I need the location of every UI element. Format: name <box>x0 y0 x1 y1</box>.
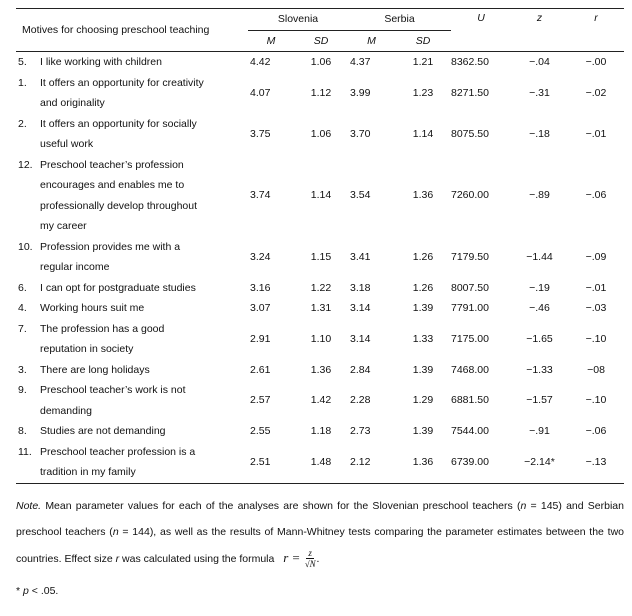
slovenia-m-header: M <box>266 34 276 47</box>
cell-z: −.46 <box>529 302 550 314</box>
cell-sd2: 1.26 <box>412 281 434 294</box>
header-row-1 <box>16 9 624 30</box>
cell-m2: 3.14 <box>350 332 371 345</box>
motive-rank: 12. <box>18 158 33 171</box>
cell-r: −.01 <box>585 281 607 294</box>
motive-line: reputation in society <box>40 343 134 355</box>
effect-size-formula <box>283 545 319 573</box>
cell-sd1: 1.42 <box>310 394 332 407</box>
cell-m1: 2.51 <box>248 442 294 484</box>
cell-sd2: 1.23 <box>412 86 434 99</box>
cell-u: 7791.00 <box>451 302 489 314</box>
cell-sd1: 1.48 <box>294 442 348 484</box>
cell-sd1: 1.15 <box>310 250 332 263</box>
table-row <box>16 442 624 484</box>
motive-text <box>40 155 248 237</box>
cell-m2: 3.99 <box>350 86 371 99</box>
cell-sd2: 1.26 <box>412 250 434 263</box>
serbia-group-header: Serbia <box>348 9 451 30</box>
cell-m1: 2.91 <box>250 332 271 345</box>
cell-sd1: 1.12 <box>310 86 332 99</box>
cell-m2: 2.84 <box>350 363 371 376</box>
cell-u: 8075.50 <box>451 127 489 140</box>
cell-r: −.09 <box>585 250 607 263</box>
table-row <box>16 380 624 421</box>
motive-line: Working hours suit me <box>40 302 145 314</box>
motive-line: encourages and enables me to <box>40 179 185 191</box>
cell-sd2: 1.39 <box>412 302 434 314</box>
cell-sd1: 1.22 <box>310 281 332 294</box>
cell-sd2: 1.39 <box>412 425 434 437</box>
cell-sd2: 1.33 <box>412 332 434 345</box>
cell-m1: 4.07 <box>250 86 271 99</box>
cell-z: −.04 <box>529 56 550 68</box>
note-text-2: was calculated using the formula <box>119 552 275 565</box>
motive-rank: 6. <box>18 281 27 294</box>
motive-rank: 8. <box>18 425 27 437</box>
cell-sd1: 1.14 <box>310 189 332 202</box>
cell-sd1: 1.10 <box>310 332 332 345</box>
cell-r: −.01 <box>585 127 607 140</box>
motive-rank: 1. <box>18 76 27 89</box>
cell-m2: 2.12 <box>348 442 395 484</box>
cell-u: 6881.50 <box>451 394 489 407</box>
cell-m2: 3.41 <box>350 250 371 263</box>
cell-r: −.06 <box>585 425 607 437</box>
motive-line: Profession provides me with a <box>40 240 181 253</box>
cell-u: 6739.00 <box>451 442 511 484</box>
cell-sd1: 1.06 <box>310 56 332 68</box>
cell-u: 7179.50 <box>451 250 489 263</box>
motive-line: professionally develop throughout <box>40 199 198 212</box>
table-row <box>16 73 624 114</box>
cell-r: −.13 <box>568 442 624 484</box>
motive-text <box>40 298 248 319</box>
cell-z: −.18 <box>529 127 550 140</box>
cell-m1: 4.42 <box>250 56 271 68</box>
cell-m2: 4.37 <box>350 56 371 68</box>
motive-line: Studies are not demanding <box>40 425 166 437</box>
sig-p-var: p <box>23 584 29 597</box>
motive-text <box>40 278 248 299</box>
motives-column-header: Motives for choosing preschool teaching <box>22 23 210 36</box>
motive-text <box>40 52 248 73</box>
motive-line: I like working with children <box>40 56 162 68</box>
cell-m2: 3.14 <box>350 302 371 314</box>
motive-line: Preschool teacher profession is a <box>40 445 196 458</box>
cell-z: −2.14* <box>511 442 568 484</box>
table-note <box>16 493 624 573</box>
motive-rank: 5. <box>18 56 27 68</box>
motive-text <box>40 319 248 360</box>
document <box>16 8 624 597</box>
motive-rank: 11. <box>18 445 32 458</box>
table-row <box>16 421 624 442</box>
motive-rank: 10. <box>18 240 33 253</box>
sig-star: * <box>16 584 24 597</box>
motive-text <box>40 237 248 278</box>
motive-cell <box>16 114 248 155</box>
motive-line: Preschool teacher’s work is not <box>40 384 186 396</box>
motive-line: I can opt for postgraduate studies <box>40 281 196 294</box>
formula-eq: = <box>292 549 300 565</box>
cell-m1: 2.55 <box>250 425 271 437</box>
cell-z: −.91 <box>529 425 550 437</box>
cell-u: 8271.50 <box>451 86 489 99</box>
r-column-header: r <box>594 12 598 24</box>
cell-sd2: 1.39 <box>412 363 434 376</box>
z-column-header: z <box>536 12 543 24</box>
cell-m1: 2.61 <box>250 363 271 376</box>
note-label: Note. <box>16 499 42 512</box>
motive-cell <box>16 278 248 299</box>
note-n1-val: = 145) and Serbian preschool teachers ( <box>16 499 624 538</box>
motive-line: Preschool teacher’s profession <box>40 158 184 171</box>
cell-sd1: 1.06 <box>310 127 332 140</box>
cell-m2: 3.54 <box>350 189 371 202</box>
significance-note <box>16 585 624 597</box>
slovenia-group-header: Slovenia <box>248 9 348 30</box>
motive-cell <box>16 442 248 484</box>
motive-rank: 4. <box>18 302 27 314</box>
cell-r: −.10 <box>585 332 607 345</box>
motive-cell <box>16 360 248 381</box>
motive-line: It offers an opportunity for socially <box>40 117 197 130</box>
cell-sd1: 1.36 <box>310 363 332 376</box>
motive-line: tradition in my family <box>40 466 136 478</box>
cell-z: −.89 <box>529 189 550 202</box>
formula-denominator: √N <box>304 559 316 570</box>
motive-line: The profession has a good <box>40 322 165 335</box>
motive-line: It offers an opportunity for creativity <box>40 76 204 89</box>
cell-z: −1.33 <box>526 363 553 376</box>
cell-r: −.00 <box>585 56 607 68</box>
cell-sd1: 1.18 <box>310 425 332 437</box>
note-text-1: Mean parameter values for each of the analyses are shown for the Slovenian preschool teachers ( <box>41 499 521 512</box>
motive-rank: 9. <box>18 384 27 396</box>
motive-line: and originality <box>40 97 105 109</box>
note-r-var: r <box>115 552 120 565</box>
motive-rank: 7. <box>18 322 27 335</box>
table-row <box>16 360 624 381</box>
motive-rank: 3. <box>18 363 27 376</box>
cell-u: 7468.00 <box>451 363 489 376</box>
formula-end: . <box>316 553 320 565</box>
motive-text <box>40 360 248 381</box>
table-row <box>16 237 624 278</box>
cell-m2: 3.18 <box>350 281 371 294</box>
cell-m1: 3.75 <box>250 127 271 140</box>
motive-cell <box>16 155 248 237</box>
cell-m2: 3.70 <box>350 127 371 140</box>
slovenia-sd-header: SD <box>313 34 329 47</box>
cell-r: −08 <box>587 363 605 376</box>
cell-z: −.19 <box>529 281 550 294</box>
table-row <box>16 278 624 299</box>
cell-z: −1.57 <box>526 394 553 407</box>
formula-lhs: r <box>283 549 289 565</box>
cell-r: −.03 <box>585 302 607 314</box>
cell-sd2: 1.21 <box>412 56 434 68</box>
motive-line: useful work <box>40 138 94 150</box>
cell-m1: 3.74 <box>250 189 271 202</box>
motive-cell <box>16 380 248 421</box>
motive-text <box>40 114 248 155</box>
cell-u: 7544.00 <box>451 425 489 437</box>
note-n2-var: n <box>112 525 119 538</box>
cell-m2: 2.28 <box>350 394 371 407</box>
cell-z: −.31 <box>529 86 550 99</box>
motives-table <box>16 8 624 484</box>
cell-sd2: 1.14 <box>412 127 434 140</box>
cell-u: 8007.50 <box>451 281 489 294</box>
cell-sd2: 1.36 <box>395 442 451 484</box>
motive-text <box>40 421 248 442</box>
motive-text <box>40 73 248 114</box>
table-row <box>16 298 624 319</box>
cell-r: −.06 <box>585 189 607 202</box>
cell-m2: 2.73 <box>350 425 371 437</box>
sig-rest: < .05. <box>28 584 59 597</box>
table-row <box>16 319 624 360</box>
motive-line: There are long holidays <box>40 363 150 376</box>
cell-u: 7175.00 <box>451 332 489 345</box>
formula-fraction <box>304 549 317 569</box>
motive-cell <box>16 421 248 442</box>
cell-sd2: 1.29 <box>412 394 434 407</box>
motive-line: regular income <box>40 261 110 273</box>
motive-line: demanding <box>40 404 92 417</box>
note-n2-val: = 144), as well as the results of Mann-Whitney tests comparing the parameter estimates between the two countries. Effect size <box>16 525 624 565</box>
cell-m1: 3.24 <box>250 250 271 263</box>
cell-sd1: 1.31 <box>310 302 332 314</box>
cell-z: −1.65 <box>526 332 553 345</box>
cell-u: 7260.00 <box>451 189 489 202</box>
serbia-sd-header: SD <box>415 34 431 47</box>
motive-cell <box>16 52 248 73</box>
motive-cell <box>16 73 248 114</box>
table-row <box>16 155 624 237</box>
cell-r: −.02 <box>585 86 607 99</box>
cell-u: 8362.50 <box>451 56 489 68</box>
table-row <box>16 52 624 73</box>
note-n1-var: n <box>520 499 527 512</box>
motive-line: my career <box>40 220 87 232</box>
motive-cell <box>16 319 248 360</box>
cell-z: −1.44 <box>526 250 553 263</box>
motive-cell <box>16 237 248 278</box>
motive-rank: 2. <box>18 117 27 130</box>
cell-sd2: 1.36 <box>412 189 434 202</box>
motive-cell <box>16 298 248 319</box>
cell-r: −.10 <box>585 394 607 407</box>
cell-m1: 2.57 <box>250 394 271 407</box>
table-row <box>16 114 624 155</box>
formula-numerator: z <box>308 548 312 559</box>
serbia-m-header: M <box>367 34 376 47</box>
motive-text <box>40 380 248 421</box>
cell-m1: 3.07 <box>250 302 271 314</box>
cell-m1: 3.16 <box>250 281 271 294</box>
motive-text <box>40 442 248 483</box>
u-column-header: U <box>477 12 485 24</box>
